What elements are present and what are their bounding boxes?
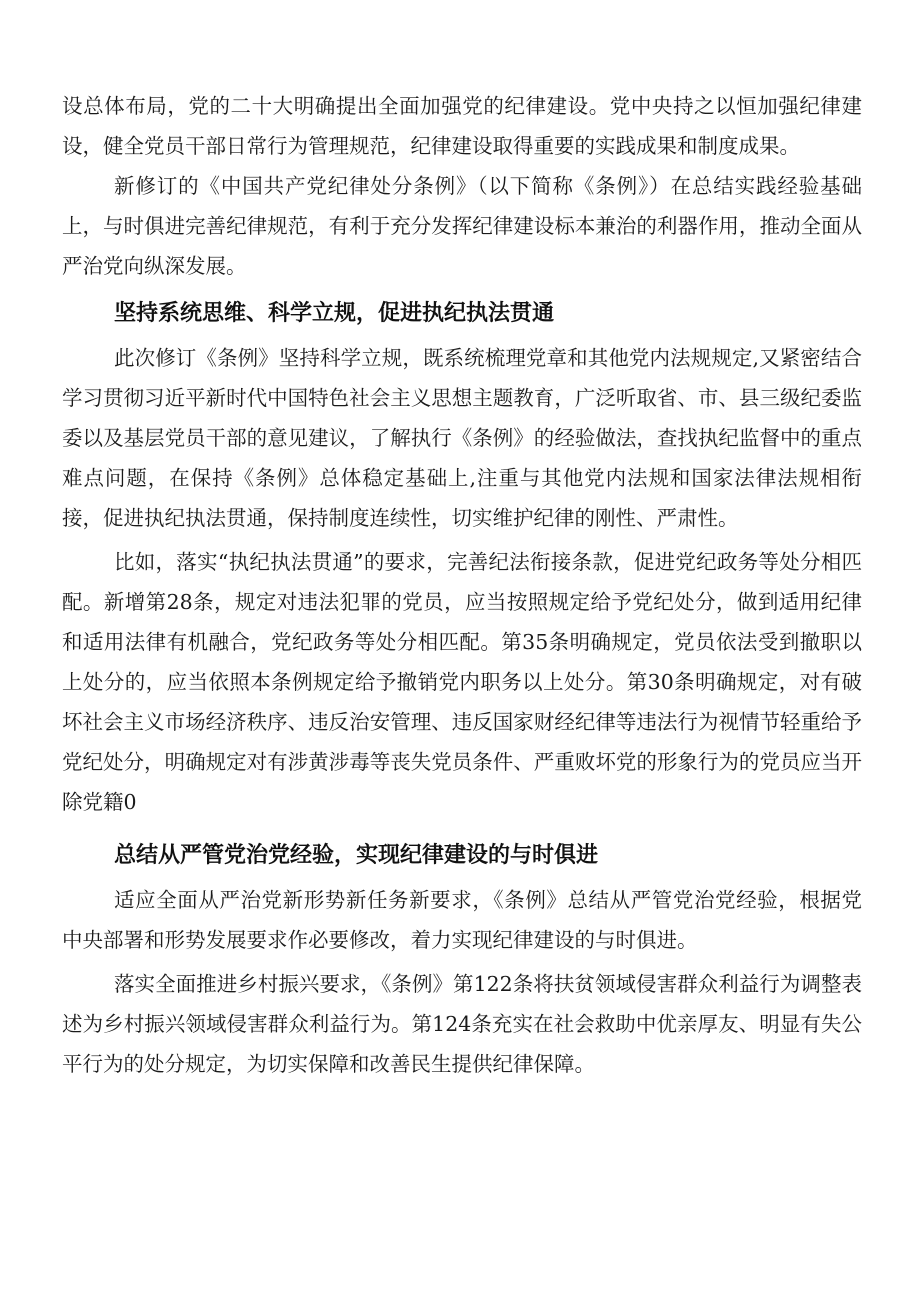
paragraph-adapt-new-situation: 适应全面从严治党新形势新任务新要求，《条例》总结从严管党治党经验，根据党中央部署和形势发展要求作必要修改，着力实现纪律建设的与时俱进。 bbox=[62, 888, 862, 952]
paragraph-revised-regulations: 新修订的《中国共产党纪律处分条例》（以下简称《条例》）在总结实践经验基础上，与时俱进完善纪律规范，有利于充分发挥纪律建设标本兼治的利器作用，推动全面从严治党向纵深发展。 bbox=[62, 174, 862, 278]
paragraph-rural-revitalization: 落实全面推进乡村振兴要求，《条例》第122条将扶贫领域侵害群众利益行为调整表述为乡村振兴领域侵害群众利益行为。第124条充实在社会救助中优亲厚友、明显有失公平行为的处分规定，为切实保障和改善民生提供纪律保障。 bbox=[62, 972, 862, 1076]
paragraph-intro-continued: 设总体布局，党的二十大明确提出全面加强党的纪律建设。党中央持之以恒加强纪律建设，健全党员干部日常行为管理规范，纪律建设取得重要的实践成果和制度成果。 bbox=[62, 94, 862, 158]
document-body bbox=[62, 86, 862, 1084]
section-heading-strict-governance: 总结从严管党治党经验，实现纪律建设的与时俱进 bbox=[114, 843, 599, 868]
paragraph-example-articles: 比如，落实“执纪执法贯通”的要求，完善纪法衔接条款，促进党纪政务等处分相匹配。新增第28条，规定对违法犯罪的党员，应当按照规定给予党纪处分，做到适用纪律和适用法律有机融合，党纪政务等处分相匹配。第35条明确规定，党员依法受到撤职以上处分的，应当依照本条例规定给予撤销党内职务以上处分。第30条明确规定，对有破坏社会主义市场经济秩序、违反治安管理、违反国家财经纪律等违法行为视情节轻重给予党纪处分，明确规定对有涉黄涉毒等丧失党员条件、严重败坏党的形象行为的党员应当开除党籍0 bbox=[62, 550, 862, 814]
paragraph-scientific-rules: 此次修订《条例》坚持科学立规，既系统梳理党章和其他党内法规规定,又紧密结合学习贯彻习近平新时代中国特色社会主义思想主题教育，广泛听取省、市、县三级纪委监委以及基层党员干部的意见建议，了解执行《条例》的经验做法，查找执纪监督中的重点难点问题，在保持《条例》总体稳定基础上,注重与其他党内法规和国家法律法规相衔接，促进执纪执法贯通，保持制度连续性，切实维护纪律的刚性、严肃性。 bbox=[62, 346, 862, 530]
section-heading-systematic-thinking: 坚持系统思维、科学立规，促进执纪执法贯通 bbox=[114, 301, 555, 326]
